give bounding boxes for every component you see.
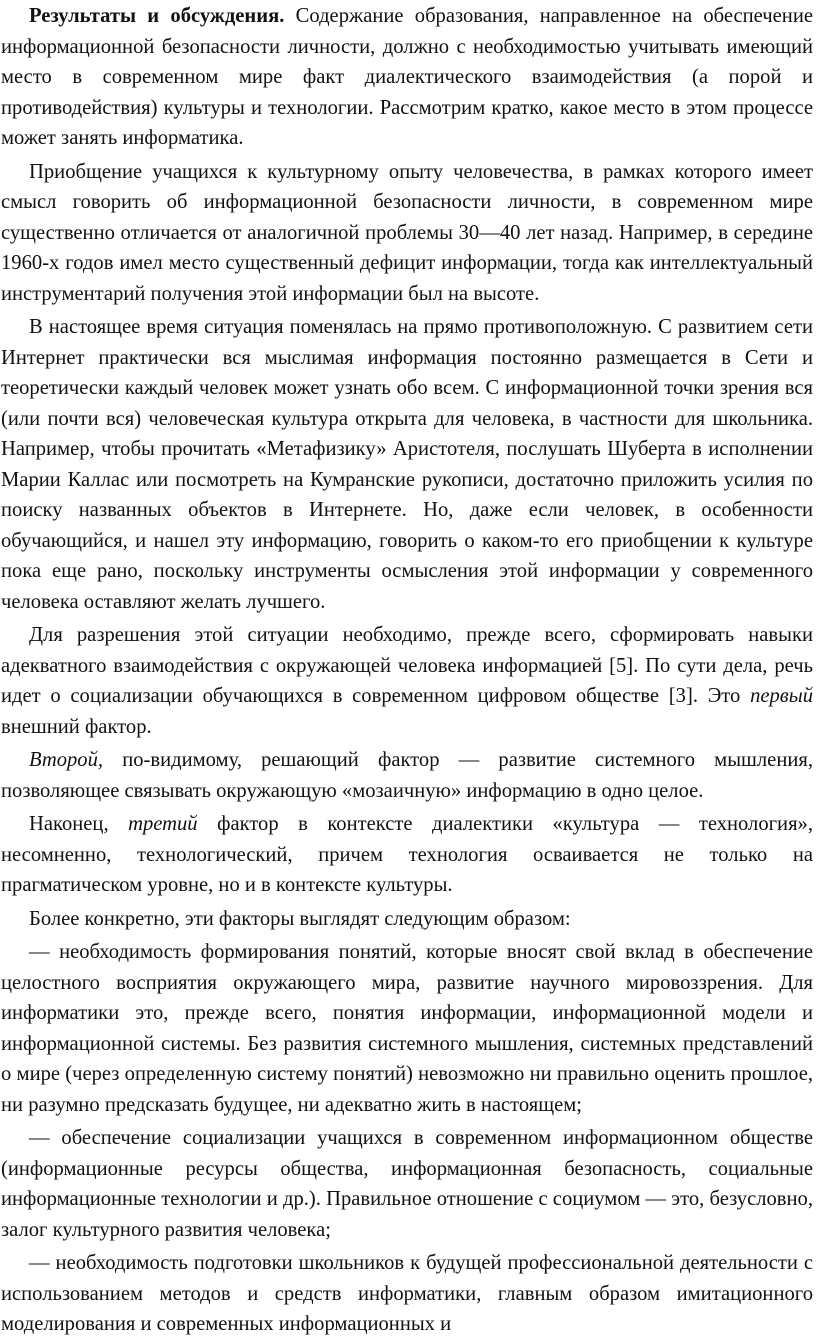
paragraph-text: Содержание образования, направленное на обеспечение информационной безопасности личности, должно с необходимостью учитывать имеющий место в современном мире факт диалектического взаимодействия (а порой и противодействия) культуры и технологии. Рассмотрим кратко, какое место в этом процессе может занять информатика. [1, 5, 813, 149]
section-heading: Результаты и обсуждения. [29, 5, 285, 27]
emphasis-third: третий [128, 813, 198, 835]
paragraph-third-factor [1, 809, 813, 901]
paragraph-results-intro [1, 1, 813, 154]
paragraph-second-factor [1, 745, 813, 806]
paragraph-text-tail: внешний фактор. [1, 715, 152, 738]
paragraph-text: Наконец, [29, 813, 129, 835]
emphasis-second: Второй, [29, 749, 104, 771]
paragraph-text-tail: фактор в контексте диалектики «культура — технология», несомненно, технологический, причем технология осваивается не только на прагматическом уровне, но и в контексте культуры. [1, 813, 813, 896]
document-page [0, 1, 816, 1335]
list-item-socialization: — обеспечение социализации учащихся в современном информационном обществе (информационные ресурсы общества, информационная безопасность, социальные информационные технологии и др.). Правильное отношение с социумом — это, безусловно, залог культурного развития человека; [1, 1127, 813, 1241]
paragraph-first-factor [1, 620, 813, 742]
emphasis-first: первый [750, 685, 813, 707]
paragraph-text: по-видимому, решающий фактор — развитие системного мышления, позволяющее связывать окружающую «мозаичную» информацию в одно целое. [1, 749, 813, 802]
paragraph-cultural-experience: Приобщение учащихся к культурному опыту человечества, в рамках которого имеет смысл говорить об информационной безопасности личности, в современном мире существенно отличается от аналогичной проблемы 30—40 лет назад. Например, в середине 1960-х годов имел место существенный дефицит информации, тогда как интеллектуальный инструментарий получения этой информации был на высоте. [1, 160, 813, 305]
paragraph-text: Для разрешения этой ситуации необходимо, прежде всего, сформировать навыки адекватного взаимодействия с окружающей человека информацией [5]. По сути дела, речь идет о социализации обучающихся в современном цифровом обществе [3]. Это [1, 624, 813, 707]
list-item-concepts: — необходимость формирования понятий, которые вносят свой вклад в обеспечение целостного восприятия окружающего мира, развитие научного мировоззрения. Для информатики это, прежде всего, понятия информации, информационной модели и информационной системы. Без развития системного мышления, системных представлений о мире (через определенную систему понятий) невозможно ни правильно оценить прошлое, ни разумно предсказать будущее, ни адекватно жить в настоящем; [1, 941, 813, 1116]
list-item-professional: — необходимость подготовки школьников к будущей профессиональной деятельности с использованием методов и средств информатики, главным образом имитационного моделирования и современных информационных и [1, 1252, 813, 1335]
paragraph-factors-intro: Более конкретно, эти факторы выглядят следующим образом: [29, 907, 571, 930]
paragraph-current-situation: В настоящее время ситуация поменялась на прямо противоположную. С развитием сети Интернет практически вся мыслимая информация постоянно размещается в Сети и теоретически каждый человек может узнать обо всем. С информационной точки зрения вся (или почти вся) человеческая культура открыта для человека, в частности для школьника. Например, чтобы прочитать «Метафизику» Аристотеля, послушать Шуберта в исполнении Марии Каллас или посмотреть на Кумранские рукописи, достаточно приложить усилия по поиску названных объектов в Интернете. Но, даже если человек, в особенности обучающийся, и нашел эту информацию, говорить о каком-то его приобщении к культуре пока еще рано, поскольку инструменты осмысления этой информации у современного человека оставляют желать лучшего. [1, 316, 813, 613]
